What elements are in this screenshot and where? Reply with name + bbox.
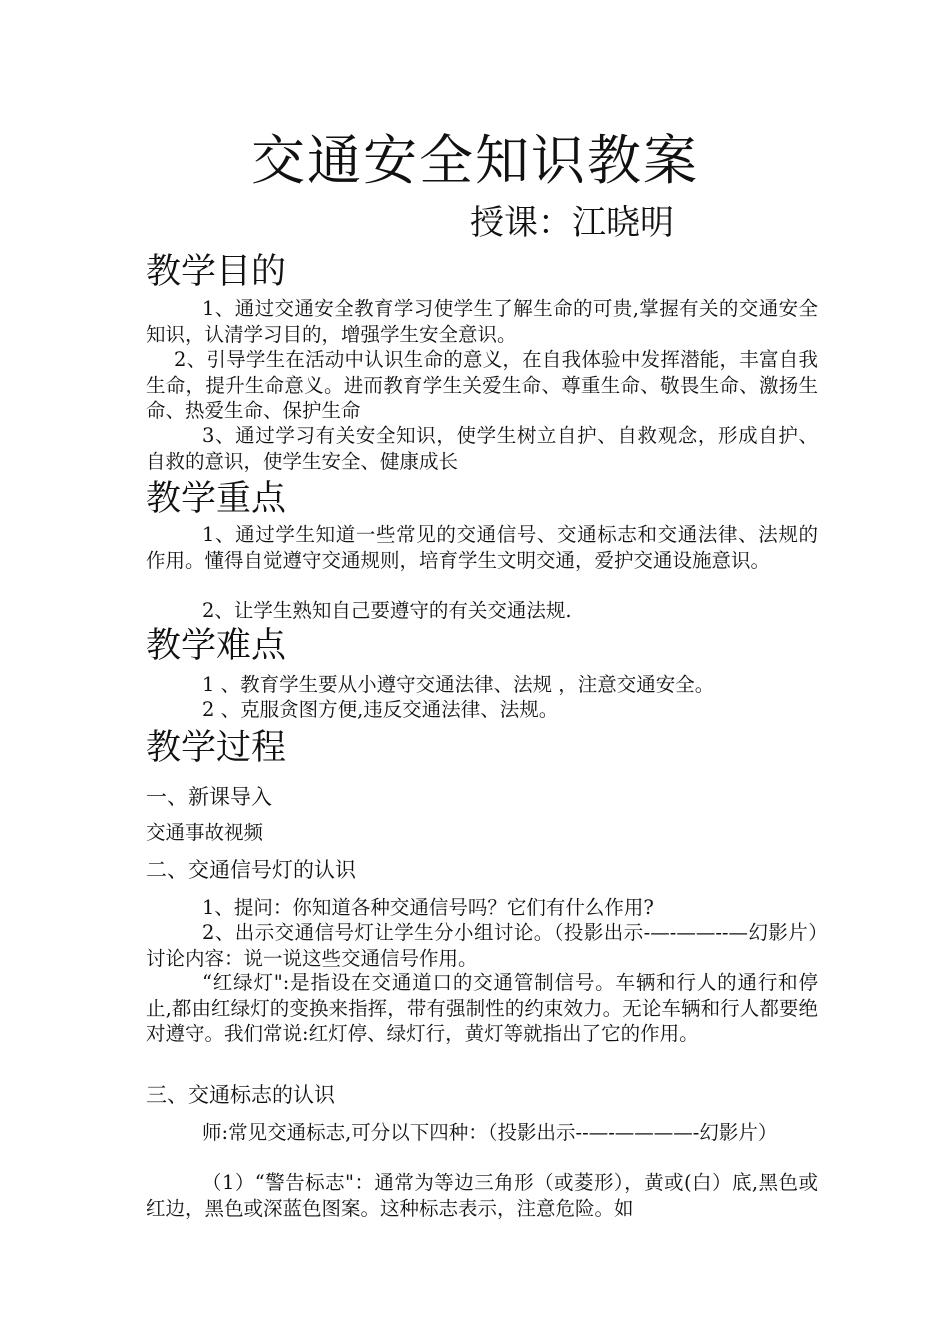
- key-points-paragraph-2: 2、让学生熟知自己要遵守的有关交通法规.: [202, 599, 572, 622]
- process-subheading-1: 一、新课导入: [146, 785, 272, 809]
- author-line: 授课：江晓明: [470, 203, 674, 243]
- sign-paragraph-1: 师:常见交通标志,可分以下四种：（投影出示--—-————-幻影片）: [202, 1121, 778, 1144]
- signal-paragraph-3: “红绿灯":是指设在交通道口的交通管制信号。车辆和行人的通行和停止,都由红绿灯的变换来指挥，带有强制性的约束效力。无论车辆和行人都要绝对遵守。我们常说:红灯停、绿灯行，黄灯等就指出了它的作用。: [146, 971, 818, 1045]
- key-points-paragraph-1: 1、通过学生知道一些常见的交通信号、交通标志和交通法律、法规的作用。懂得自觉遵守交通规则，培育学生文明交通，爱护交通设施意识。: [146, 523, 818, 572]
- difficulties-paragraph-1: 1 、教育学生要从小遵守交通法律、法规 ，注意交通安全。: [202, 673, 715, 696]
- heading-difficulties: 教学难点: [146, 626, 287, 666]
- document-title: 交通安全知识教案: [251, 129, 699, 192]
- process-subheading-2: 二、交通信号灯的认识: [146, 858, 356, 882]
- sign-paragraph-2: （1）“警告标志"：通常为等边三角形（或菱形），黄或(白）底,黑色或红边，黑色或深蓝色图案。这种标志表示，注意危险。如: [146, 1171, 818, 1220]
- purpose-paragraph-3: 3、通过学习有关安全知识，使学生树立自护、自救观念，形成自护、自救的意识，使学生安全、健康成长: [146, 424, 818, 473]
- process-subheading-3: 三、交通标志的认识: [146, 1083, 335, 1107]
- signal-paragraph-1: 1、提问：你知道各种交通信号吗？它们有什么作用?: [202, 896, 654, 919]
- heading-process: 教学过程: [146, 728, 287, 768]
- heading-purpose: 教学目的: [146, 252, 287, 292]
- purpose-paragraph-2: 2、引导学生在活动中认识生命的意义，在自我体验中发挥潜能，丰富自我生命，提升生命意义。进而教育学生关爱生命、尊重生命、敬畏生命、激扬生命、热爱生命、保护生命: [146, 348, 818, 422]
- purpose-paragraph-1: 1、通过交通安全教育学习使学生了解生命的可贵,掌握有关的交通安全知识，认清学习目的，增强学生安全意识。: [146, 297, 818, 346]
- difficulties-paragraph-2: 2 、克服贪图方便,违反交通法律、法规。: [202, 698, 559, 721]
- process-text-1: 交通事故视频: [146, 821, 264, 844]
- signal-paragraph-2: 2、出示交通信号灯让学生分小组讨论。（投影出示-—-——--—幻影片） 讨论内容：说一说这些交通信号作用。: [146, 921, 858, 970]
- heading-key-points: 教学重点: [146, 479, 287, 519]
